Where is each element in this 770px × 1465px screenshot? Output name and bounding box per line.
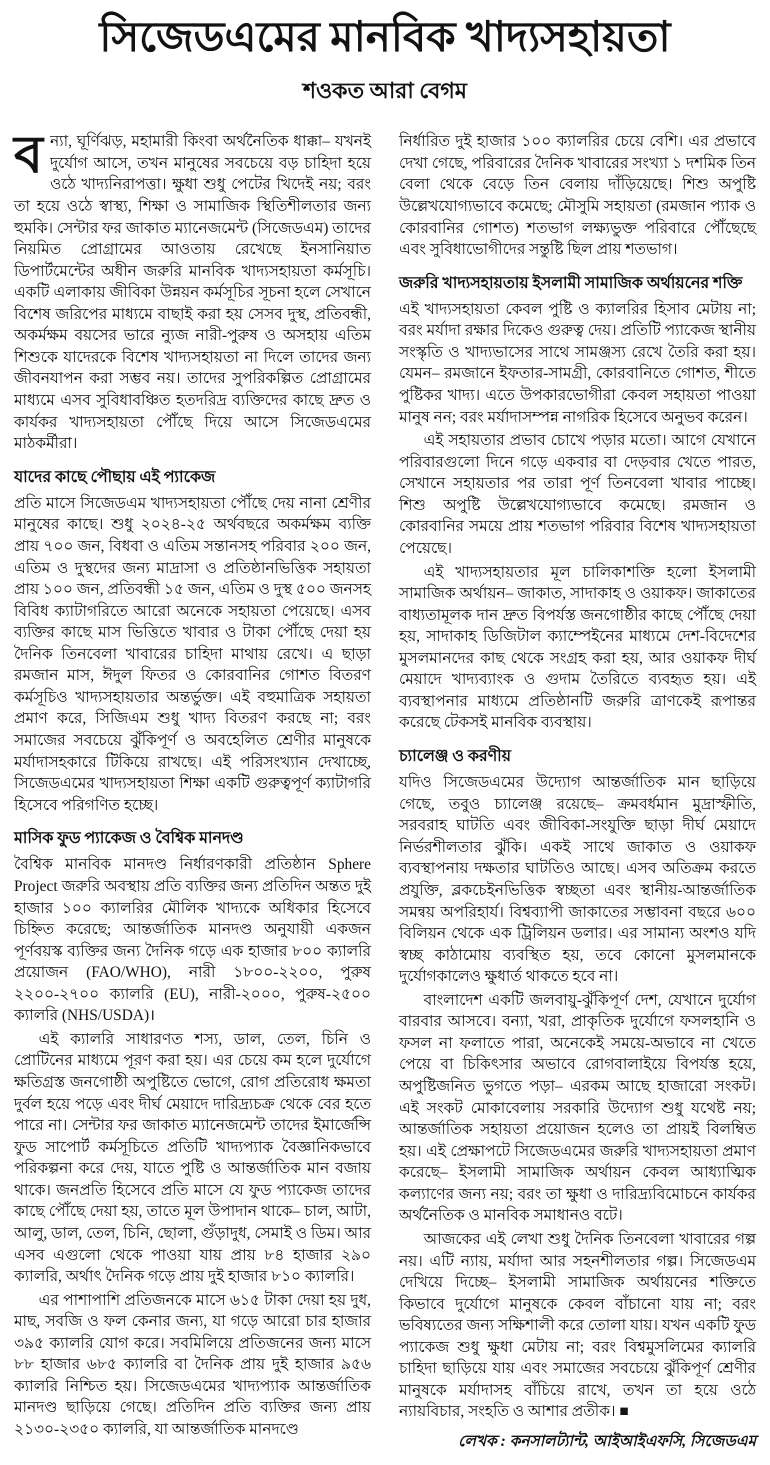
article-columns [14, 127, 756, 1452]
paragraph-challenges-2: বাংলাদেশ একটি জলবায়ু-ঝুঁকিপূর্ণ দেশ, যেখানে দুর্যোগ বারবার আসবে। বন্যা, খরা, প্রাকৃতিক দুর্যোগে ফসলহানি ও ফসল না ফলাতে পারা, অনেকেই সময়ে-অভাবে না খেতে পেয়ে বা চিকিৎসার অভাবে রোগবালাইয়ে বিপর্যস্ত হয়ে, অপুষ্টিজনিত ভুগতে পড়া– এরকম আছে হাজারো সংকট। এই সংকট মোকাবেলায় সরকারি উদ্যোগ শুধু যথেষ্ট নয়; আন্তর্জাতিক সহায়তা প্রয়োজন হলেও তা প্রায়ই বিলম্বিত হয়। এই প্রেক্ষাপটে সিজেডএমের জরুরি খাদ্যসহায়তা প্রমাণ করেছে– ইসলামী সামাজিক অর্থায়ন কেবল আধ্যাত্মিক কল্যাণের জন্য নয়; বরং তা ক্ষুধা ও দারিদ্র্যবিমোচনে কার্যকর অর্থনৈতিক ও মানবিক সমাধানও বটে। [399, 991, 756, 1225]
paragraph-finance-2: এই সহায়তার প্রভাব চোখে পড়ার মতো। আগে যেখানে পরিবারগুলো দিনে গড়ে একবার বা দেড়বার খেতে পারত, সেখানে সহায়তার পর তারা পূর্ণ তিনবেলা খাবার পাচ্ছে। শিশু অপুষ্টি উল্লেখযোগ্যভাবে কমেছে। রমজান ও কোরবানির সময়ে প্রায় শতভাগ পরিবার বিশেষ খাদ্যসহায়তা পেয়েছে। [399, 432, 756, 557]
section-heading-recipients: যাদের কাছে পৌছায় এই প্যাকেজ [14, 468, 216, 486]
paragraph-finance-3: এই খাদ্যসহায়তার মূল চালিকাশক্তি হলো ইসলামী সামাজিক অর্থায়ন– জাকাত, সাদাকাহ ও ওয়াকফ। জাকাতের বাধ্যতামূলক দান দ্রুত বিপর্যস্ত জনগোষ্ঠীর কাছে পৌঁছে দেয়া হয়, সাদাকাহ ডিজিটাল ক্যাম্পেইনের মাধ্যমে দেশ-বিদেশের মুসলমানদের কাছ থেকে সংগ্রহ করা হয়, আর ওয়াকফ দীর্ঘ মেয়াদে খাদ্যব্যাংক ও গুদাম তৈরিতে ব্যবহৃত হয়। এই ব্যবস্থাপনার মাধ্যমে প্রতিষ্ঠানটি জরুরি ত্রাণকেই রূপান্তর করেছে টেকসই মানবিক ব্যবস্থায়। [399, 563, 756, 732]
author-footer: লেখক : কনসালট্যান্ট, আইআইএফসি, সিজেডএম [458, 1433, 756, 1451]
section-heading-islamic-finance: জরুরি খাদ্যসহায়তায় ইসলামী সামাজিক অর্থায়নের শক্তি [399, 274, 743, 292]
section-heading-challenges: চ্যালেঞ্জ ও করণীয় [399, 748, 511, 766]
paragraph-continuation: নির্ধারিত দুই হাজার ১০০ ক্যালরির চেয়ে বেশি। এর প্রভাবে দেখা গেছে, পরিবারের দৈনিক খাবারের সংখ্যা ১ দশমিক তিন বেলা থেকে বেড়ে তিন বেলায় দাঁড়িয়েছে। শিশু অপুষ্টি উল্লেখযোগ্যভাবে কমেছে; মৌসুমি সহায়তা (রমজান প্যাক ও কোরবানির গোশত) শতভাগ লক্ষ্যভুক্ত পরিবারে পৌঁছেছে এবং সুবিধাভোগীদের সন্তুষ্টি ছিল প্রায় শতভাগ। [399, 133, 756, 259]
intro-text: ন্যা, ঘূর্ণিঝড়, মহামারী কিংবা অর্থনৈতিক ধাক্কা– যখনই দুর্যোগ আসে, তখন মানুষের সবচেয়ে বড় চাহিদা হয়ে ওঠে খাদ্যনিরাপত্তা। ক্ষুধা শুধু পেটের খিদেই নয়; বরং তা হয়ে ওঠে স্বাস্থ্য, শিক্ষা ও সামাজিক স্থিতিশীলতার জন্য হুমকি। সেন্টার ফর জাকাত ম্যানেজমেন্ট (সিজেডএম) তাদের নিয়মিত প্রোগ্রামের আওতায় রেখেছে ইনসানিয়াত ডিপার্টমেন্টের অধীন জরুরি মানবিক খাদ্যসহায়তা কর্মসূচি। একটি এলাকায় জীবিকা উন্নয়ন কর্মসূচির সূচনা হলে সেখানে বিশেষ জরিপের মাধ্যমে বাছাই করা হয় সেসব দুস্থ, প্রতিবন্ধী, অকর্মক্ষম বয়সের ভারে ন্যুজ নারী-পুরুষ ও অসহায় এতিম শিশুকে যাদেরকে বিশেষ খাদ্যসহায়তা না দিলে তাদের জন্য জীবনযাপন করা সম্ভব নয়। তাদের সুপরিকল্পিত প্রোগ্রামের মাধ্যমে এসব সুবিধাবঞ্চিত হতদরিদ্র ব্যক্তিদের কাছে দ্রুত ও কার্যকর খাদ্যসহায়তা পৌঁছে দিয়ে আসে সিজেডএমের মাঠকর্মীরা। [14, 133, 371, 453]
paragraph-package-3: এর পাশাপাশি প্রতিজনকে মাসে ৬১৫ টাকা দেয়া হয় দুধ, মাছ, সবজি ও ফল কেনার জন্য, যা গড়ে আরো চার হাজার ৩৯৫ ক্যালরি যোগ করে। সবমিলিয়ে প্রতিজনের জন্য মাসে ৮৮ হাজার ৬৮৫ ক্যালরি বা দৈনিক প্রায় দুই হাজার ৯৫৬ ক্যালরি নিশ্চিত হয়। সিজেডএমের খাদ্যপ্যাক আন্তর্জাতিক মানদণ্ড ছাড়িয়ে গেছে। প্রতিদিন প্রতি ব্যক্তির জন্য প্রায় ২১৩০-২৩৫০ ক্যালরি, যা আন্তর্জাতিক মানদণ্ডে [14, 1291, 371, 1439]
left-column [14, 127, 371, 1442]
article-title: সিজেডএমের মানবিক খাদ্যসহায়তা [99, 15, 671, 61]
paragraph-package-1: বৈশ্বিক মানবিক মানদণ্ড নির্ধারণকারী প্রতিষ্ঠান Sphere Project জরুরি অবস্থায় প্রতি ব্যক্তির জন্য প্রতিদিন অন্তত দুই হাজার ১০০ ক্যালরির মৌলিক খাদ্যকে অধিকার হিসেবে চিহ্নিত করেছে; আন্তর্জাতিক মানদণ্ড অনুযায়ী একজন পূর্ণবয়স্ক ব্যক্তির জন্য দৈনিক গড়ে এক হাজার ৮০০ ক্যালরি প্রয়োজন (FAO/WHO), নারী ১৮০০-২২০০, পুরুষ ২২০০-২৭০০ ক্যালরি (EU), নারী-২০০০, পুরুষ-২৫০০ ক্যালরি (NHS/USDA)। [14, 856, 371, 1025]
section-heading-package: মাসিক ফুড প্যাকেজ ও বৈশ্বিক মানদণ্ড [14, 830, 244, 848]
right-column [399, 131, 756, 1452]
paragraph-package-2: এই ক্যালরি সাধারণত শস্য, ডাল, তেল, চিনি ও প্রোটিনের মাধ্যমে পূরণ করা হয়। এর চেয়ে কম হলে দুর্যোগে ক্ষতিগ্রস্ত জনগোষ্ঠী অপুষ্টিতে ভোগে, রোগ প্রতিরোধ ক্ষমতা দুর্বল হয়ে পড়ে এবং দীর্ঘ মেয়াদে দারিদ্র্যচক্র থেকে বের হতে পারে না। সেন্টার ফর জাকাত ম্যানেজমেন্ট তাদের ইমার্জেন্সি ফুড সাপোর্ট কর্মসূচিতে প্রতিটি খাদ্যপ্যাক বৈজ্ঞানিকভাবে পরিকল্পনা করে দেয়, যাতে পুষ্টি ও আন্তর্জাতিক মান বজায় থাকে। জনপ্রতি হিসেবে প্রতি মাসে যে ফুড প্যাকেজ তাদের কাছে পৌঁছে দেয়া হয়, তাতে মূল উপাদান থাকে– চাল, আটা, আলু, ডাল, তেল, চিনি, ছোলা, গুঁড়াদুধ, সেমাই ও ডিম। আর এসব এগুলো থেকে পাওয়া যায় প্রায় ৮৪ হাজার ২৯০ ক্যালরি, অর্থাৎ দৈনিক গড়ে প্রায় দুই হাজার ৮১০ ক্যালরি। [14, 1030, 371, 1286]
paragraph-challenges-1: যদিও সিজেডএমের উদ্যোগ আন্তর্জাতিক মান ছাড়িয়ে গেছে, তবুও চ্যালেঞ্জ রয়েছে– ক্রমবর্ধমান মুদ্রাস্ফীতি, সরবরাহ ঘাটতি এবং জীবিকা-সংযুক্তি ছাড়া দীর্ঘ মেয়াদে নির্ভরশীলতার ঝুঁকি। একই সাথে জাকাত ও ওয়াকফ ব্যবস্থাপনায় দক্ষতার ঘাটতিও আছে। এসব অতিক্রম করতে প্রযুক্তি, ব্লকচেইনভিত্তিক স্বচ্ছতা এবং স্থানীয়-আন্তর্জাতিক সমন্বয় অপরিহার্য। বিশ্বব্যাপী জাকাতের সম্ভাবনা বছরে ৬০০ বিলিয়ন থেকে এক ট্রিলিয়ন ডলার। এর সামান্য অংশও যদি স্বচ্ছ কাঠামোয় ব্যবস্থিত হয়, তবে কোনো মুসলমানকে দুর্যোগকালেও ক্ষুধার্ত থাকতে হবে না। [399, 774, 756, 986]
intro-paragraph [14, 127, 371, 454]
article-author: শওকত আরা বেগম [302, 78, 468, 104]
drop-cap: ব [14, 127, 43, 185]
paragraph-challenges-3: আজকের এই লেখা শুধু দৈনিক তিনবেলা খাবারের গল্প নয়। এটি ন্যায়, মর্যাদা আর সহনশীলতার গল্প। সিজেডএম দেখিয়ে দিচ্ছে– ইসলামী সামাজিক অর্থায়নের শক্তিতে কিভাবে দুর্যোগে মানুষকে কেবল বাঁচানো যায় না; বরং ভবিষ্যতের জন্য সক্ষিশালী করে তোলা যায়। যখন একটি ফুড প্যাকেজ শুধু ক্ষুধা মেটায় না; বরং বিশ্বমুসলিমের ক্যালরি চাহিদা ছাড়িয়ে যায় এবং সমাজের সবচেয়ে ঝুঁকিপূর্ণ শ্রেণীর মানুষকে মর্যাদাসহ বাঁচিয়ে রাখে, তখন তা হয়ে ওঠে ন্যায়বিচার, সংহতি ও আশার প্রতীক। ■ [399, 1230, 756, 1421]
paragraph-recipients: প্রতি মাসে সিজেডএম খাদ্যসহায়তা পৌঁছে দেয় নানা শ্রেণীর মানুষের কাছে। শুধু ২০২৪-২৫ অর্থবছরে অকর্মক্ষম ব্যক্তি প্রায় ৭০০ জন, বিধবা ও এতিম সন্তানসহ পরিবার ২০০ জন, এতিম ও দুস্থদের জন্য মাদ্রাসা ও প্রতিষ্ঠানভিত্তিক সহায়তা প্রায় ১০০ জন, প্রতিবন্ধী ১৫ জন, এতিম ও দুস্থ ৫০০ জনসহ বিবিধ ক্যাটাগরিতে আরো অনেকে সহায়তা পেয়েছে। এসব ব্যক্তির কাছে মাস ভিত্তিতে খাবার ও টাকা পৌঁছে দেয়া হয় দৈনিক তিনবেলা খাবারের চাহিদা মাথায় রেখে। এ ছাড়া রমজান মাস, ঈদুল ফিতর ও কোরবানির গোশত বিতরণ কর্মসূচিও খাদ্যসহায়তার অন্তর্ভুক্ত। এই বহুমাত্রিক সহায়তা প্রমাণ করে, সিজিএম শুধু খাদ্য বিতরণ করছে না; বরং সমাজের সবচেয়ে ঝুঁকিপূর্ণ ও অবহেলিত শ্রেণীর মানুষকে মর্যাদাসহকারে টিকিয়ে রাখছে। এই পরিসংখ্যান দেখাচ্ছে, সিজেডএমের খাদ্যসহায়তা শিক্ষা একটি গুরুত্বপূর্ণ ক্যাটাগরি হিসেবে পরিগণিত হচ্ছে। [14, 494, 371, 814]
paragraph-finance-1: এই খাদ্যসহায়তা কেবল পুষ্টি ও ক্যালরির হিসাব মেটায় না; বরং মর্যাদা রক্ষার দিকেও গুরুত্ব দেয়। প্রতিটি প্যাকেজ স্থানীয় সংস্কৃতি ও খাদ্যভাসের সাথে সামঞ্জস্য রেখে তৈরি করা হয়। যেমন– রমজানে ইফতার-সামগ্রী, কোরবানিতে গোশত, শীতে পুষ্টিকর খাদ্য। এতে উপকারভোগীরা কেবল সহায়তা পাওয়া মানুষ নন; বরং মর্যাদাসম্পন্ন নাগরিক হিসেবে অনুভব করেন। [399, 300, 756, 426]
